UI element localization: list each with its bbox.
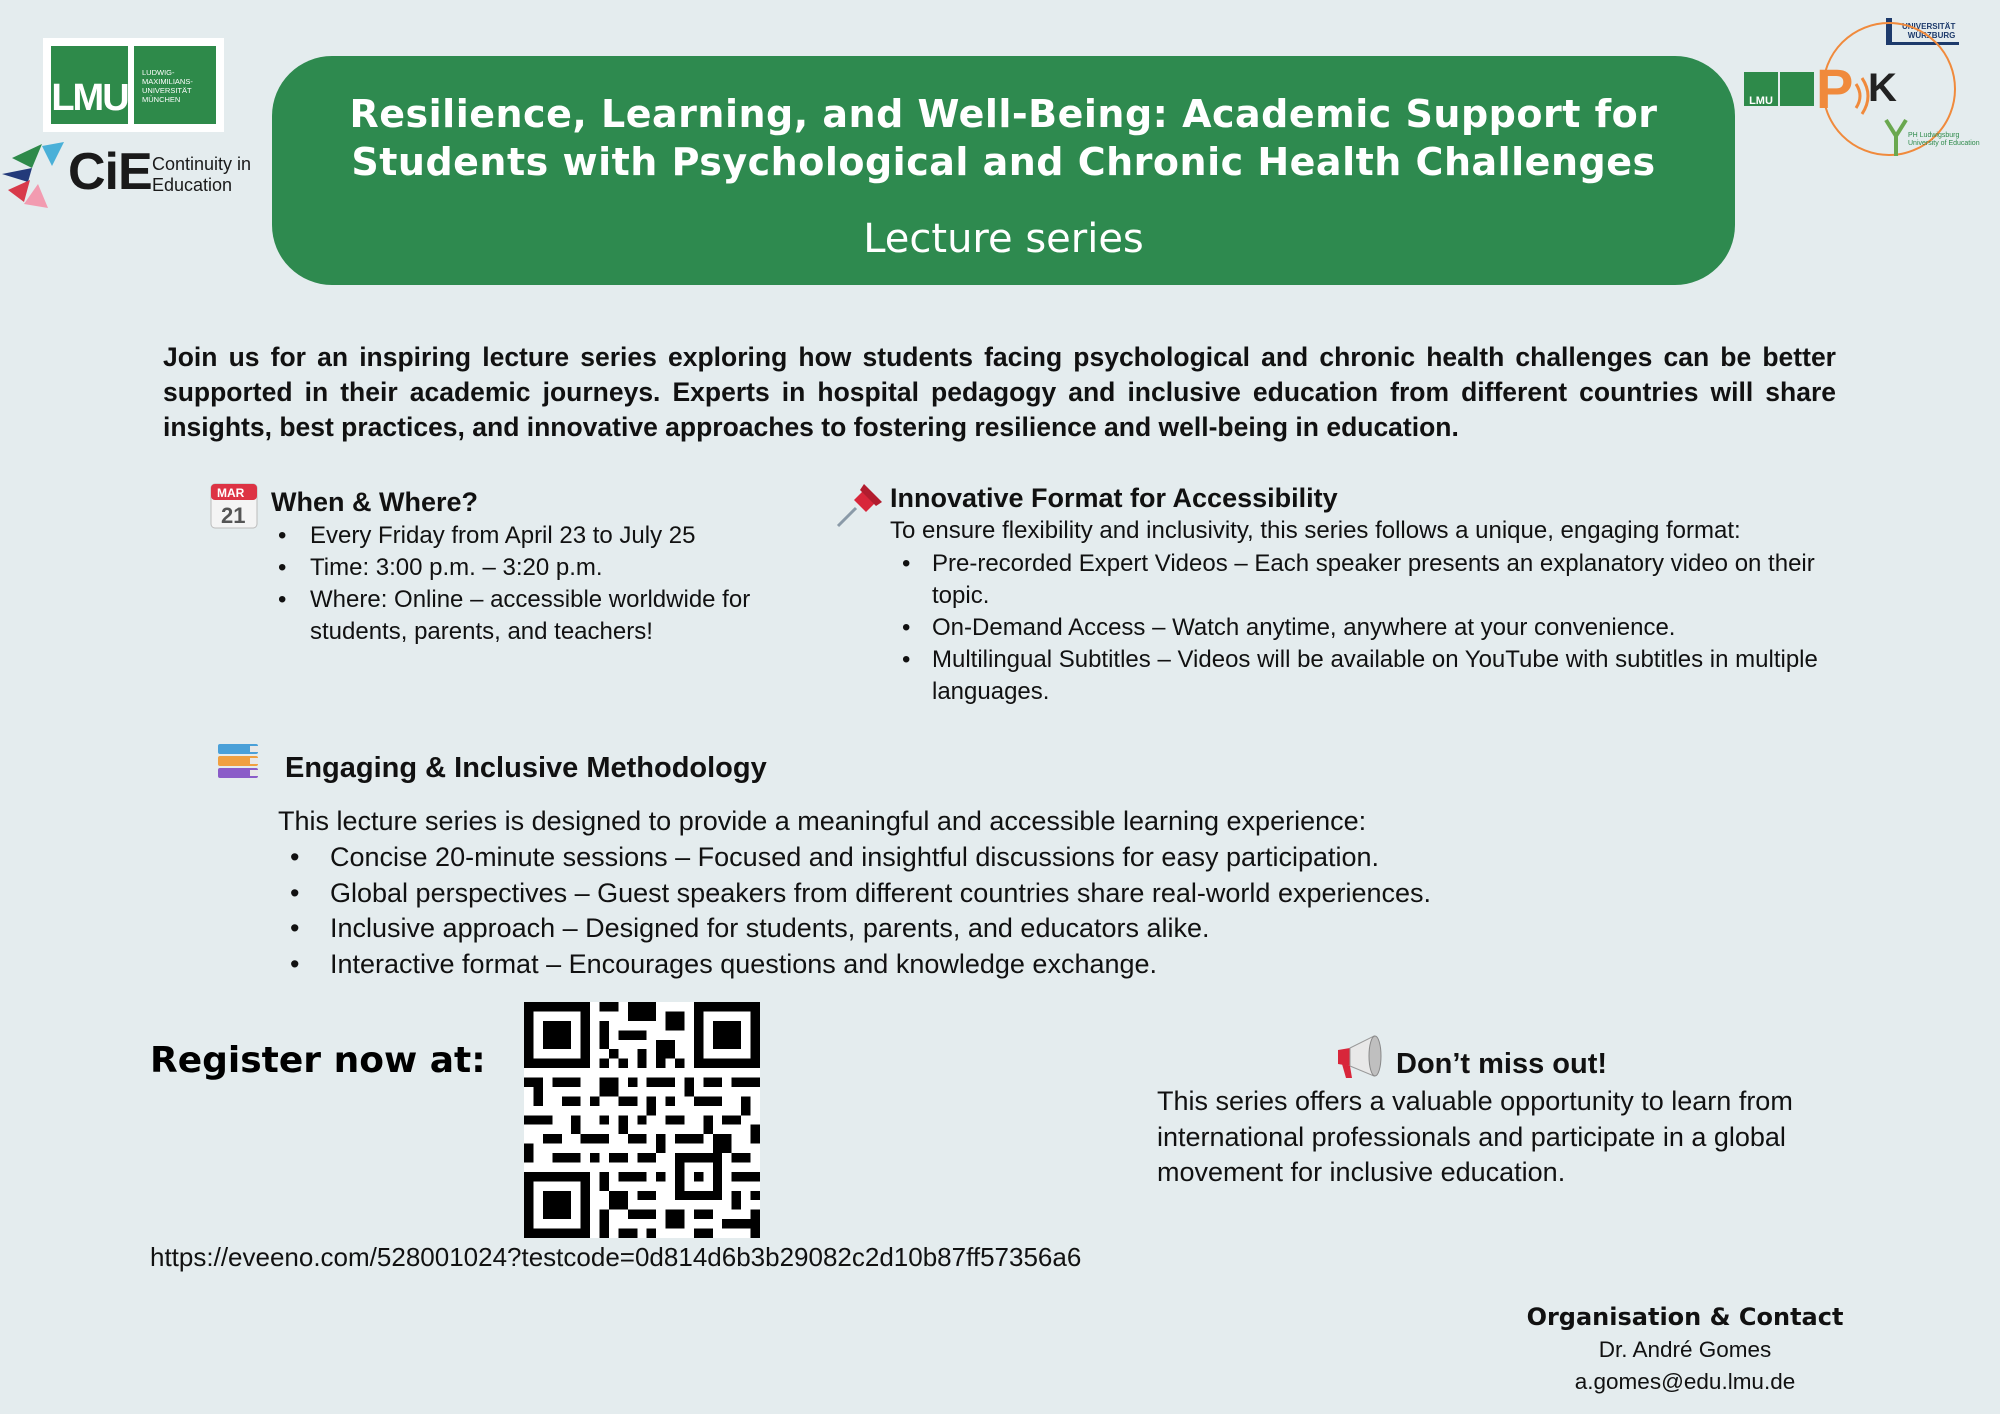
ph-ludwigsburg-mark (1884, 118, 1908, 158)
dont-miss-heading: Don’t miss out! (1396, 1048, 1608, 1080)
methodology-list (290, 840, 1690, 982)
dont-miss-text: This series offers a valuable opportunity to learn from international professionals and participate in a global movement for inclusive education. (1157, 1086, 1793, 1187)
pk-logo-k: K (1868, 66, 1897, 110)
books-icon (214, 738, 264, 788)
contact-heading: Organisation & Contact (1526, 1303, 1844, 1331)
list-item: • Where: Online – accessible worldwide for students, parents, and teachers! (278, 584, 838, 648)
format-list (900, 548, 1860, 708)
methodology-intro: This lecture series is designed to provide a meaningful and accessible learning experience: (278, 806, 1367, 836)
list-item: • Multilingual Subtitles – Videos will be available on YouTube with subtitles in multiple languages. (900, 644, 1860, 708)
lmu-small-logo: LMU (1744, 72, 1778, 106)
list-item: • Inclusive approach – Designed for students, parents, and educators alike. (290, 911, 1690, 947)
calendar-icon-month: MAR (217, 486, 245, 500)
register-heading: Register now at: (150, 1040, 486, 1081)
cie-logo-icon (2, 140, 68, 210)
lmu-logo-wordmark: LUDWIG- MAXIMILIANS- UNIVERSITÄT MÜNCHEN (134, 46, 216, 124)
when-where-heading: When & Where? (271, 487, 478, 517)
list-item: • Pre-recorded Expert Videos – Each speaker presents an explanatory video on their topic. (900, 548, 1860, 612)
pk-logo-p: P (1816, 57, 1854, 120)
pushpin-icon (834, 478, 886, 530)
intro-paragraph: Join us for an inspiring lecture series exploring how students facing psychological and chronic health challenges can be better supported in their academic journeys. Experts in hospital pedagogy and inclusive education from different countries will share insights, best practices, and innovative approaches to fostering resilience and well-being in education. (163, 342, 1836, 442)
calendar-icon-day: 21 (221, 503, 246, 528)
format-heading: Innovative Format for Accessibility (890, 483, 1338, 513)
lmu-logo-mark: LMU (51, 46, 128, 124)
list-item: • Interactive format – Encourages questions and knowledge exchange. (290, 947, 1690, 983)
contact-email[interactable]: a.gomes@edu.lmu.de (1574, 1369, 1796, 1394)
cie-logo-mark: CiE (68, 143, 152, 201)
registration-url[interactable]: https://eveeno.com/528001024?testcode=0d814d6b3b29082c2d10b87ff57356a6 (150, 1242, 1082, 1272)
list-item: • Concise 20-minute sessions – Focused and insightful discussions for easy participation. (290, 840, 1690, 876)
list-item: • Global perspectives – Guest speakers from different countries share real-world experiences. (290, 876, 1690, 912)
poster-title: Resilience, Learning, and Well-Being: Academic Support for Students with Psychological and Chronic Health Challenges (349, 92, 1658, 184)
when-where-list (278, 520, 838, 648)
contact-name: Dr. André Gomes (1598, 1337, 1772, 1362)
cie-logo (2, 140, 272, 210)
list-item: • Every Friday from April 23 to July 25 (278, 520, 838, 552)
ph-ludwigsburg-logo: PH Ludwigsburg University of Education (1908, 132, 1980, 147)
lmu-small-logo-wordmark (1780, 72, 1814, 106)
format-intro: To ensure flexibility and inclusivity, this series follows a unique, engaging format: (890, 517, 1741, 544)
lmu-logo (43, 38, 224, 132)
methodology-heading: Engaging & Inclusive Methodology (285, 752, 767, 784)
wuerzburg-logo: UNIVERSITÄT WÜRZBURG (1886, 18, 1959, 45)
calendar-icon (209, 480, 259, 530)
cie-logo-text: Continuity in Education (152, 154, 252, 195)
partner-logos (1740, 18, 2000, 168)
megaphone-icon (1332, 1030, 1394, 1082)
poster-subtitle: Lecture series (863, 216, 1144, 262)
list-item: • On-Demand Access – Watch anytime, anywhere at your convenience. (900, 612, 1860, 644)
list-item: • Time: 3:00 p.m. – 3:20 p.m. (278, 552, 838, 584)
contact-block (1500, 1300, 1870, 1398)
title-banner (272, 56, 1735, 285)
registration-qr-code[interactable] (524, 1002, 760, 1238)
